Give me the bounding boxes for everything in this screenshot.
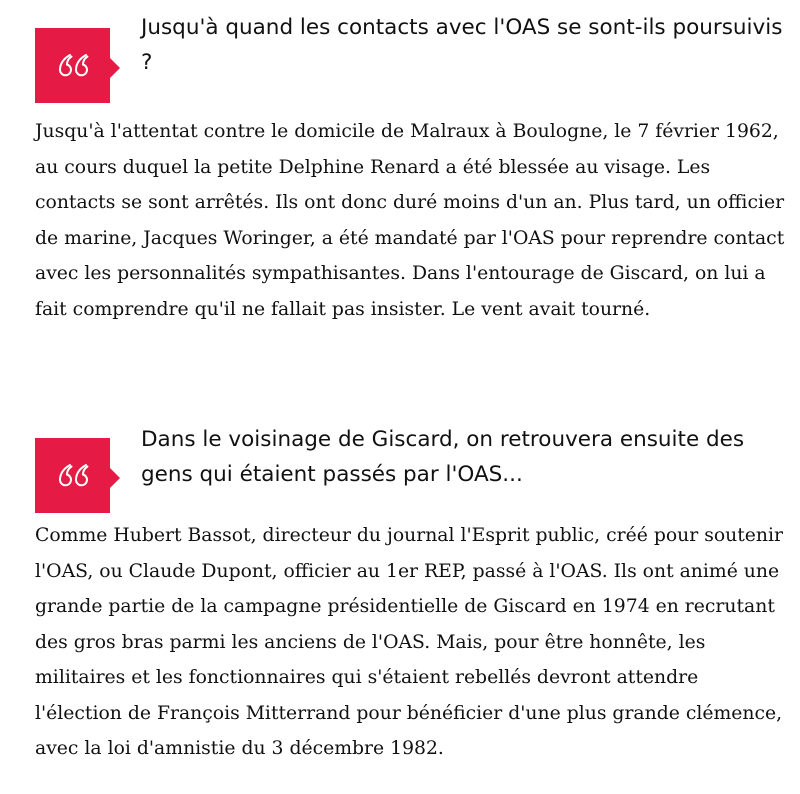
question-text: Dans le voisinage de Giscard, on retrouvera ensuite des gens qui étaient passés par l'OAS...: [141, 427, 745, 487]
answer-text: Jusqu'à l'attentat contre le domicile de Malraux à Boulogne, le 7 février 1962, au cours duquel la petite Delphine Renard a été blessée au visage. Les contacts se sont arrêtés. Ils ont donc duré moins d'un an. Plus tard, un officier de marine, Jacques Woringer, a été mandaté par l'OAS pour reprendre contact avec les personnalités sympathisantes. Dans l'entourage de Giscard, on lui a fait comprendre qu'il ne fallait pas insister. Le vent avait tourné.: [35, 121, 785, 320]
qa-block-1: [0, 8, 800, 327]
question-text: Jusqu'à quand les contacts avec l'OAS se sont-ils poursuivis ?: [141, 15, 783, 75]
quote-icon: [35, 28, 110, 103]
qa-block-2: [0, 420, 800, 767]
question-row: [0, 8, 800, 98]
quote-badge: [35, 28, 110, 103]
quote-badge: [35, 438, 110, 513]
quote-icon: [35, 438, 110, 513]
question-row: [0, 420, 800, 510]
answer-text: Comme Hubert Bassot, directeur du journal l'Esprit public, créé pour soutenir l'OAS, ou Claude Dupont, officier au 1er REP, passé à l'OAS. Ils ont animé une grande partie de la campagne présidentielle de Giscard en 1974 en recrutant des gros bras parmi les anciens de l'OAS. Mais, pour être honnête, les militaires et les fonctionnaires qui s'étaient rebellés devront attendre l'élection de François Mitterrand pour bénéficier d'une plus grande clémence, avec la loi d'amnistie du 3 décembre 1982.: [35, 525, 783, 759]
